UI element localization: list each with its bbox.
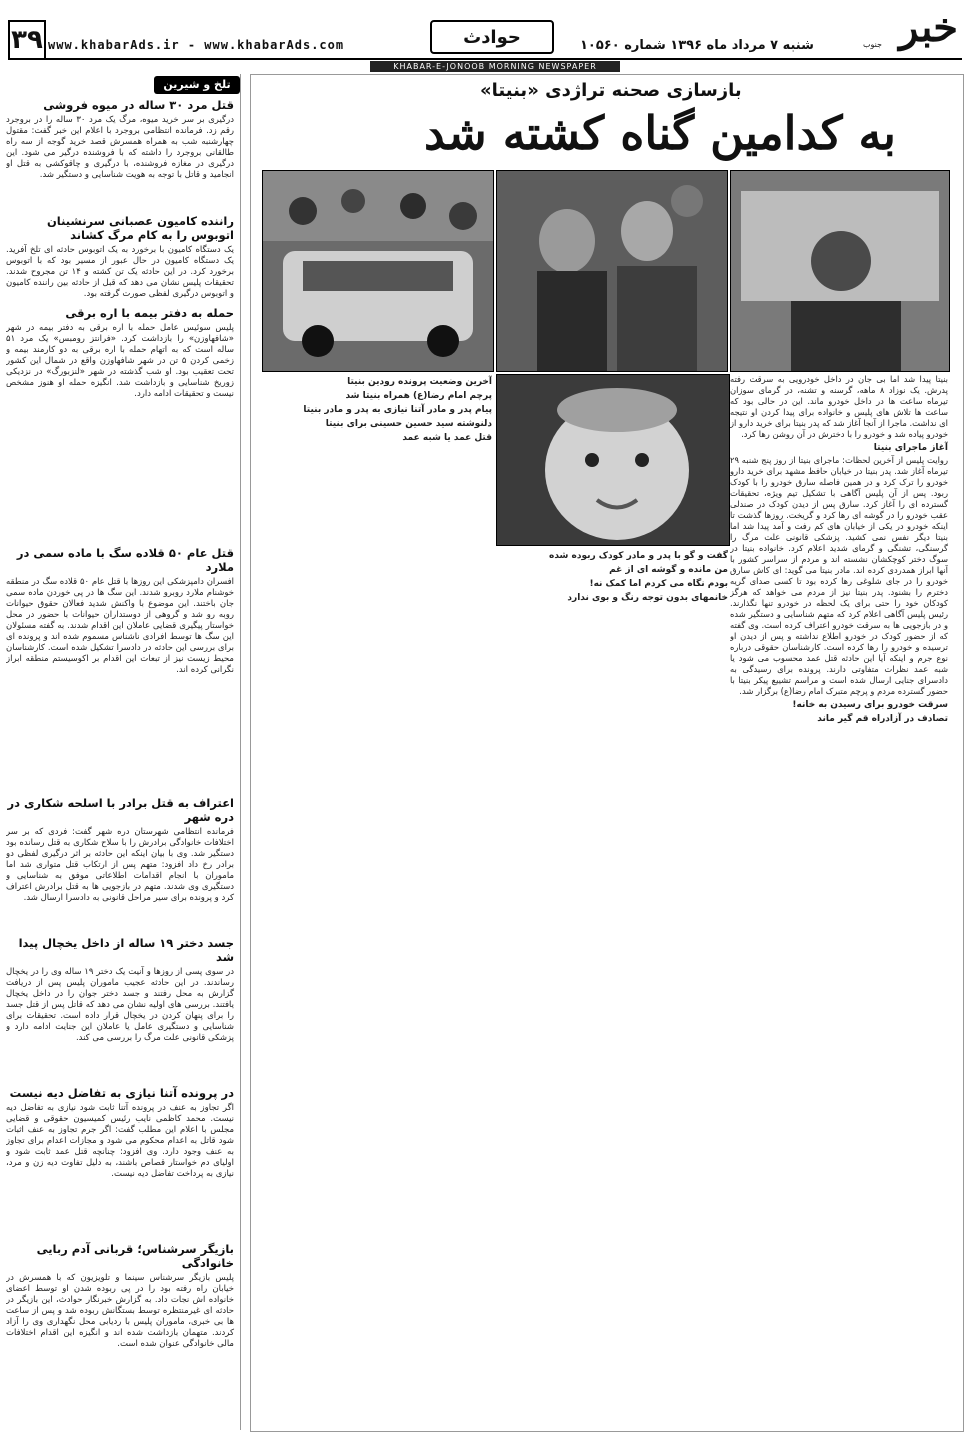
subhead: تصادف در آزادراه قم گیر ماند	[817, 714, 948, 724]
section-title: حوادث	[430, 20, 554, 54]
subhead: من مانده و گوشه ای از غم	[609, 565, 728, 575]
news-item-body: افسران دامپزشکی این روزها با قتل عام ۵۰ قلاده سگ در منطقه خوشنام ملارد روبرو شدند. این سگ ها در پی خوردن ماده سمی جان باختند. این موضوع با واکنش شدید فعالان حقوق حیوانات روبه رو شد و گروهی از دوستداران حیوانات با حضور در محل خواستار پیگیری قضایی عاملان این اقدام شدند. به گفته مسئولان این سگ ها توسط افرادی ناشناس مسموم شده اند و پرونده ای برای بررسی این حادثه در دادسرا تشکیل شده است. کارشناسان محیط زیست نیز از تبعات این اقدام بر اکوسیستم منطقه ابراز نگرانی کرده اند.	[6, 577, 234, 675]
news-item	[6, 936, 234, 1044]
header-rule	[8, 58, 962, 60]
left-column	[6, 74, 241, 1430]
subhead: دلنوشته سید حسین حسینی برای بنیتا	[325, 419, 492, 429]
intro-column	[730, 374, 948, 1424]
subhead: خانمهای بدون توجه رنگ و بوی ندارد	[567, 593, 728, 603]
news-item-body: پلیس بازیگر سرشناس سینما و تلویزیون که با همسرش در خیابان راه رفته بود را در پی ربوده شدن او توسط اعضای خانواده اش نجات داد. به گزارش خبرنگار حوادث، این بازیگر در حادثه ای غیرمنتظره توسط بستگانش ربوده شد و پس از ساعت ها بی خبری، ماموران پلیس با ردیابی محل نگهداری وی را آزاد کردند. متهمان بازداشت شده اند و انگیزه این اقدام اختلافات مالی خانوادگی عنوان شده است.	[6, 1273, 234, 1349]
photo-mourning-parents	[496, 170, 728, 372]
news-item	[6, 306, 234, 400]
news-item-body: درگیری بر سر خرید میوه، مرگ یک مرد ۳۰ ساله را در بروجرد رقم زد. فرمانده انتظامی بروجرد با اعلام این خبر گفت: مقتول چهارشنبه شب به همراه همسرش قصد خرید گوجه از سه راه طالقانی بروجرد را داشته که با فروشنده درگیر می شود. این درگیری در مغازه فروشنده، با درگیری و چاقوکشی به قتل او انجامید و قاتل با توجه به هویت شناسایی و دستگیر شد.	[6, 115, 234, 180]
news-item	[6, 546, 234, 676]
middle-column	[496, 548, 728, 1424]
news-item-headline: قتل مرد ۳۰ ساله در میوه فروشی	[43, 98, 234, 112]
logo-subtitle: جنوب	[862, 40, 882, 49]
news-item	[6, 1242, 234, 1350]
left-feature-column	[262, 374, 492, 1424]
news-item-headline: در پرونده آتنا نیازی به تفاضل دیه نیست	[9, 1086, 234, 1100]
subhead: گفت و گو با پدر و مادر کودک ربوده شده	[549, 551, 728, 561]
issue-date: شنبه ۷ مرداد ماه ۱۳۹۶ شماره ۱۰۵۶۰	[580, 38, 814, 53]
column-tag: تلخ و شیرین	[154, 76, 240, 94]
news-item	[6, 214, 234, 300]
news-item-headline: جسد دختر ۱۹ ساله از داخل یخچال پیدا شد	[18, 936, 234, 964]
news-item-body: پلیس سوئیس عامل حمله با اره برقی به دفتر بیمه در شهر «شافهاوزن» را بازداشت کرد. «فرانتز رومبس» یک مرد ۵۱ ساله است که به اتهام حمله با اره برقی به دو کارمند بیمه و زخمی کردن ۵ تن در شهر شافهاوزن واقع در شمال این کشور تحت تعقیب بود. او شب گذشته در شهر «لنزبورگ» در نزدیکی زوریخ شناسایی و بازداشت شد. انگیزه حمله او هنوز مشخص نیست و تحقیقات ادامه دارد.	[6, 323, 235, 399]
photo-benita-portrait	[496, 374, 730, 546]
english-banner: KHABAR-E-JONOOB MORNING NEWSPAPER	[370, 61, 620, 72]
news-item-body: در سوی پسی از روزها و آنیت یک دختر ۱۹ ساله وی را در یخچال رساندند. در این حادثه عجیب ماموران پلیس پس از دریافت گزارش به محل رفتند و جسد دختر جوان را در داخل یخچال یافتند. بررسی های اولیه نشان می دهد که قاتل پس از قتل جسد را برای پنهان کردن در یخچال قرار داده است. تحقیقات برای شناسایی و دستگیری عامل یا عاملان این جنایت ادامه دارد و پزشکی قانونی علت مرگ را بررسی می کند.	[6, 967, 234, 1043]
intro-text: بنیتا پیدا شد اما بی جان در داخل خودرویی به سرقت رفته پدرش. یک نوزاد ۸ ماهه، گرسنه و تشنه، در گرمای سوزان تیرماه ساعت ها در داخل خودرو ماند. این در حالی بود که ساعت ها تلاش های پلیس و خانواده برای پیدا کردن او نتیجه ای نداشت. ماجرا از آنجا آغاز شد که پدر بنیتا برای خرید دارو از خودرو پیاده شد و خودرو را با دخترش در آن روشن رها کرد.	[730, 374, 948, 439]
page-number: ۳۹	[8, 20, 46, 60]
news-item-headline: بازیگر سرشناس؛ قربانی آدم ربایی خانوادگی	[36, 1242, 234, 1270]
news-item-headline: راننده کامیون عصبانی سرنشینان اتوبوس را به کام مرگ کشاند	[46, 214, 234, 242]
feature-kicker: بازسازی صحنه تراژدی «بنیتا»	[480, 80, 742, 101]
news-item-body: اگر تجاوز به عنف در پرونده آتنا ثابت شود نیازی به تفاضل دیه نیست. محمد کاظمی نایب رئیس کمیسیون حقوقی و قضایی مجلس با اعلام این مطلب گفت: اگر جرم تجاوز به عنف اثبات شود قاتل به اعدام محکوم می شود و مجازات اعدام برای تجاوز به عنف وجود دارد. وی افزود: چنانچه قتل عمد ثابت شود و اولیای دم خواستار قصاص باشند، به دلیل تفاوت دیه زن و مرد، نیازی به پرداخت تفاضل دیه نیست.	[6, 1103, 234, 1179]
photo-car-interior	[730, 170, 950, 372]
news-item-headline: حمله به دفتر بیمه با اره برقی	[65, 306, 234, 320]
news-item	[6, 1086, 234, 1180]
subhead: بودم نگاه می کردم اما کمک نه!	[589, 579, 728, 589]
subhead: سرقت خودرو برای رسیدن به خانه!	[792, 700, 948, 710]
news-item-headline: اعتراف به قتل برادر با اسلحه شکاری در دره شهر	[7, 796, 234, 824]
body-text: روایت پلیس از آخرین لحظات: ماجرای بنیتا از روز پنج شنبه ۲۹ تیرماه آغاز شد. پدر بنیتا در خیابان حافظ مشهد برای خرید دارو خودرو را ترک کرد و در همین فاصله سارق خودرو را با کودک ربود. پس از آن پلیس آگاهی با تشکیل تیم ویژه، تحقیقات گسترده ای را آغاز کرد. سارق پس از دیدن کودک در صندلی عقب خودرو را در گوشه ای رها کرد و گریخت. روزها گذشت تا اینکه خودرو در یکی از خیابان های کم رفت و آمد پیدا شد اما بنیتا دیگر نفس نمی کشید. پزشکی قانونی علت مرگ را گرسنگی، تشنگی و گرمای شدید اعلام کرد. خانواده بنیتا در سوگ دختر کوچکشان نشسته اند و مردم از سراسر کشور با آنها ابراز همدردی کرده اند. مادر بنیتا می گوید: ای کاش سارق خودرو را در جای شلوغی رها کرده بود تا کسی صدای گریه دخترم را بشنود. پدر بنیتا نیز از مردم می خواهد که هرگز کودکان خود را حتی برای یک لحظه در خودرو تنها نگذارند. رئیس پلیس آگاهی اعلام کرد که متهم شناسایی و دستگیر شده و در بازجویی ها به سرقت خودرو اعتراف کرده است. وی گفته که از حضور کودک در خودرو اطلاع نداشته و پس از دیدن او ترسیده و خودرو را رها کرده است. کارشناسان حقوقی درباره نوع جرم و اینکه آیا این حادثه قتل عمد محسوب می شود یا شبه عمد نظرات متفاوتی دارند. پرونده برای رسیدگی به دادسرای جنایی ارسال شده است و مراسم تشییع پیکر بنیتا با حضور گسترده مردم و پرچم متبرک امام رضا(ع) برگزار شد.	[730, 455, 948, 696]
newspaper-logo: خبر	[899, 4, 958, 51]
news-item	[6, 98, 234, 181]
subhead: پرچم امام رضا(ع) همراه بنیتا شد	[345, 391, 492, 401]
news-item-body: فرمانده انتظامی شهرستان دره شهر گفت: فردی که بر سر اختلافات خانوادگی برادرش را با سلاح شکاری به قتل رسانده بود دستگیر شد. وی با بیان اینکه این حادثه بر اثر درگیری لفظی دو برادر رخ داد افزود: متهم پس از ارتکاب قتل متواری شد اما ماموران با انجام اقدامات اطلاعاتی موفق به شناسایی و دستگیری وی شدند. متهم در بازجویی ها به قتل برادرش اعتراف کرد و پرونده برای سیر مراحل قانونی به دادسرا ارسال شد.	[6, 827, 234, 903]
subhead: قتل عمد یا شبه عمد	[402, 433, 492, 443]
news-item	[6, 796, 234, 904]
photo-car-scene	[262, 170, 494, 372]
feature-headline: به کدامین گناه کشته شد	[424, 106, 896, 160]
subhead: آخرین وضعیت پرونده رودین بنیتا	[347, 377, 492, 387]
website-url[interactable]: www.khabarAds.ir - www.khabarAds.com	[48, 38, 345, 52]
news-item-body: یک دستگاه کامیون با برخورد به یک اتوبوس حادثه ای تلخ آفرید. یک دستگاه کامیون در حال عبور از مسیر بود که با اتوبوس برخورد کرد. در این حادثه یک تن کشته و ۱۴ تن مجروح شدند. تحقیقات پلیس نشان می دهد که قبل از حادثه بین راننده کامیون و اتوبوس درگیری لفظی صورت گرفته بود.	[6, 245, 234, 299]
subhead: پیام پدر و مادر آتنا نیازی به پدر و مادر بنیتا	[303, 405, 492, 415]
subhead: آغاز ماجرای بنیتا	[873, 443, 948, 453]
news-item-headline: قتل عام ۵۰ قلاده سگ با ماده سمی در ملارد	[16, 546, 234, 574]
